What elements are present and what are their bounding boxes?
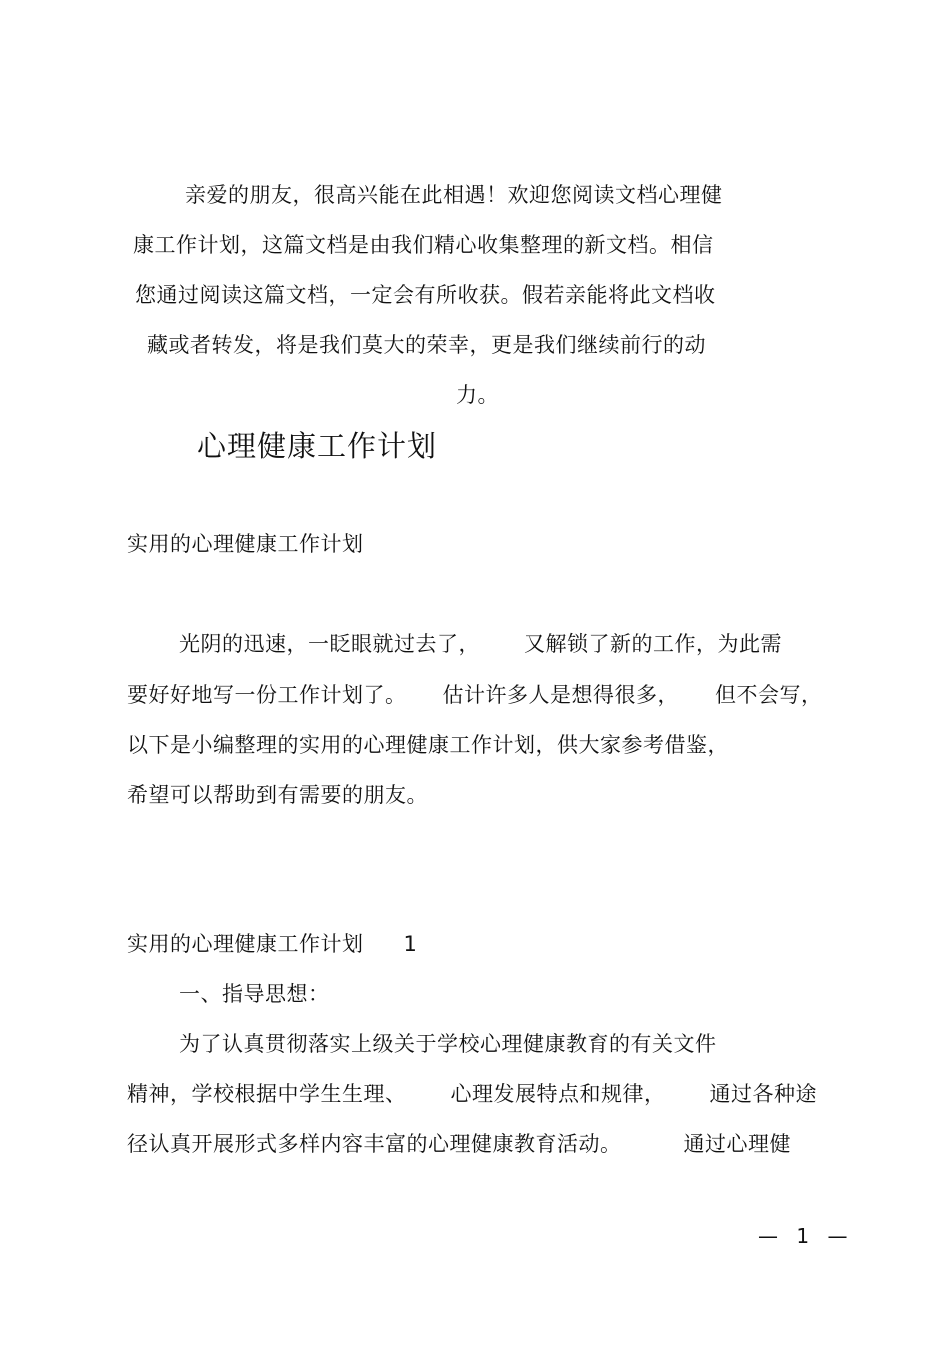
section-1-paragraph-line-2-a: 精神，学校根据中学生生理、 xyxy=(127,1082,407,1106)
section-1-heading-number: 1 xyxy=(403,932,418,956)
section-1-paragraph-line-2 xyxy=(127,1080,817,1108)
paragraph-1-line-2-c: 但不会写， xyxy=(715,683,823,707)
section-1-paragraph-line-2-c: 通过各种途 xyxy=(709,1082,817,1106)
section-1-paragraph-line-2-b: 心理发展特点和规律， xyxy=(450,1082,666,1106)
intro-line-5: 力。 xyxy=(456,383,499,407)
intro-line-3: 您通过阅读这篇文档，一定会有所收获。假若亲能将此文档收 xyxy=(135,283,716,307)
paragraph-1-line-2 xyxy=(127,681,823,709)
paragraph-1-line-1-b: 又解锁了新的工作，为此需 xyxy=(524,632,782,656)
paragraph-1-line-3: 以下是小编整理的实用的心理健康工作计划，供大家参考借鉴， xyxy=(127,733,729,757)
document-title: 心理健康工作计划 xyxy=(197,429,438,463)
intro-line-1: 亲爱的朋友，很高兴能在此相遇！欢迎您阅读文档心理健 xyxy=(185,183,723,207)
document-subtitle: 实用的心理健康工作计划 xyxy=(127,532,364,556)
section-1-heading-text: 实用的心理健康工作计划 xyxy=(127,932,364,956)
page-number: — 1 — xyxy=(758,1224,854,1248)
paragraph-1-line-2-a: 要好好地写一份工作计划了。 xyxy=(127,683,407,707)
intro-line-2: 康工作计划，这篇文档是由我们精心收集整理的新文档。相信 xyxy=(133,233,714,257)
section-1-heading xyxy=(127,930,417,958)
intro-line-4: 藏或者转发，将是我们莫大的荣幸，更是我们继续前行的动 xyxy=(147,333,706,357)
paragraph-1-line-1 xyxy=(179,630,782,658)
paragraph-1-line-4: 希望可以帮助到有需要的朋友。 xyxy=(127,783,428,807)
section-1-paragraph-line-1: 为了认真贯彻落实上级关于学校心理健康教育的有关文件 xyxy=(179,1032,717,1056)
section-1-paragraph-line-3-b: 通过心理健 xyxy=(683,1132,791,1156)
section-1-paragraph-line-3 xyxy=(127,1130,791,1158)
section-1-paragraph-line-3-a: 径认真开展形式多样内容丰富的心理健康教育活动。 xyxy=(127,1132,622,1156)
paragraph-1-line-2-b: 估计许多人是想得很多， xyxy=(442,683,679,707)
paragraph-1-line-1-a: 光阴的迅速，一眨眼就过去了， xyxy=(179,632,480,656)
section-1-subheading: 一、指导思想： xyxy=(179,982,330,1006)
